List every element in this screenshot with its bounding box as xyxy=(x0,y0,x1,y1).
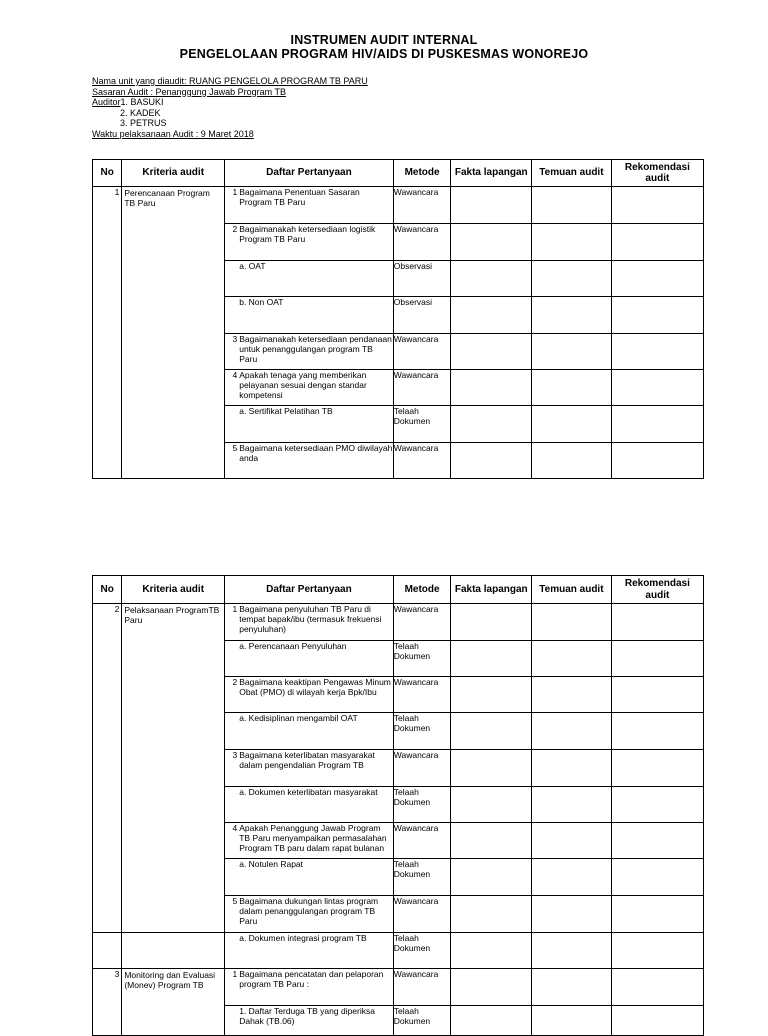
rekomendasi-cell[interactable] xyxy=(611,297,703,334)
temuan-cell[interactable] xyxy=(532,969,612,1006)
fakta-cell[interactable] xyxy=(451,443,532,479)
rekomendasi-cell[interactable] xyxy=(611,713,703,750)
header-no: No xyxy=(93,576,122,604)
fakta-cell[interactable] xyxy=(451,787,532,823)
header-kriteria: Kriteria audit xyxy=(122,576,225,604)
question-text: Apakah Penanggung Jawab Program TB Paru menyampaikan permasalahan Program TB paru dalam rapat bulanan xyxy=(239,823,393,859)
metode-cell: Wawancara xyxy=(393,443,451,479)
temuan-cell[interactable] xyxy=(532,370,612,406)
section-kriteria: Pelaksanaan ProgramTB Paru xyxy=(122,604,225,933)
fakta-cell[interactable] xyxy=(451,334,532,370)
question-text: Bagaimana dukungan lintas program dalam penanggulangan program TB Paru xyxy=(239,896,393,933)
fakta-cell[interactable] xyxy=(451,370,532,406)
question-text: Bagaimanakah ketersediaan pendanaan untuk penanggulangan program TB Paru xyxy=(239,334,393,370)
rekomendasi-cell[interactable] xyxy=(611,261,703,297)
question-text: Bagaimanakah ketersediaan logistik Program TB Paru xyxy=(239,224,393,261)
temuan-cell[interactable] xyxy=(532,297,612,334)
rekomendasi-cell[interactable] xyxy=(611,224,703,261)
fakta-cell[interactable] xyxy=(451,896,532,933)
question-no: 4 xyxy=(225,370,240,406)
rekomendasi-cell[interactable] xyxy=(611,787,703,823)
question-no xyxy=(225,859,240,896)
metode-cell: Wawancara xyxy=(393,224,451,261)
question-no: 1 xyxy=(225,604,240,641)
table-header-row xyxy=(93,576,704,604)
metode-cell: Wawancara xyxy=(393,370,451,406)
question-no: 1 xyxy=(225,969,240,1006)
metode-cell: Wawancara xyxy=(393,334,451,370)
fakta-cell[interactable] xyxy=(451,641,532,677)
question-no: 3 xyxy=(225,750,240,787)
metode-cell: Telaah Dokumen xyxy=(393,787,451,823)
question-text: a. Dokumen integrasi program TB xyxy=(239,933,393,969)
section-no-empty xyxy=(93,933,122,969)
table-row xyxy=(93,187,704,224)
auditor-1: 1. BASUKI xyxy=(120,97,164,107)
metode-cell: Wawancara xyxy=(393,750,451,787)
fakta-cell[interactable] xyxy=(451,713,532,750)
question-no: 2 xyxy=(225,224,240,261)
audit-table-1 xyxy=(92,159,704,479)
header-temuan: Temuan audit xyxy=(532,576,612,604)
header-kriteria: Kriteria audit xyxy=(122,160,225,187)
question-no: 5 xyxy=(225,896,240,933)
fakta-cell[interactable] xyxy=(451,224,532,261)
auditor-2: 2. KADEK xyxy=(120,107,161,118)
fakta-cell[interactable] xyxy=(451,969,532,1006)
question-text: a. Dokumen keterlibatan masyarakat xyxy=(239,787,393,823)
section-no: 2 xyxy=(93,604,122,933)
question-no: 2 xyxy=(225,677,240,713)
metode-cell: Wawancara xyxy=(393,896,451,933)
temuan-cell[interactable] xyxy=(532,859,612,896)
question-text: Bagaimana keterlibatan masyarakat dalam pengendalian Program TB xyxy=(239,750,393,787)
rekomendasi-cell[interactable] xyxy=(611,187,703,224)
fakta-cell[interactable] xyxy=(451,261,532,297)
rekomendasi-cell[interactable] xyxy=(611,334,703,370)
question-text: Bagaimana ketersediaan PMO diwilayah anda xyxy=(239,443,393,479)
question-text: Bagaimana Penentuan Sasaran Program TB Paru xyxy=(239,187,393,224)
question-text: a. Sertifikat Pelatihan TB xyxy=(239,406,393,443)
fakta-cell[interactable] xyxy=(451,823,532,859)
rekomendasi-cell[interactable] xyxy=(611,1006,703,1036)
question-no xyxy=(225,1006,240,1036)
fakta-cell[interactable] xyxy=(451,677,532,713)
metode-cell: Observasi xyxy=(393,297,451,334)
metode-cell: Telaah Dokumen xyxy=(393,713,451,750)
header-daftar: Daftar Pertanyaan xyxy=(225,160,394,187)
temuan-cell[interactable] xyxy=(532,1006,612,1036)
metode-cell: Observasi xyxy=(393,261,451,297)
temuan-cell[interactable] xyxy=(532,896,612,933)
temuan-cell[interactable] xyxy=(532,443,612,479)
rekomendasi-cell[interactable] xyxy=(611,443,703,479)
question-no xyxy=(225,933,240,969)
fakta-cell[interactable] xyxy=(451,1006,532,1036)
table-header-row xyxy=(93,160,704,187)
temuan-cell[interactable] xyxy=(532,713,612,750)
question-no xyxy=(225,641,240,677)
temuan-cell[interactable] xyxy=(532,677,612,713)
metode-cell: Wawancara xyxy=(393,969,451,1006)
unit-line: Nama unit yang diaudit: RUANG PENGELOLA PROGRAM TB PARU xyxy=(92,76,368,86)
header-daftar: Daftar Pertanyaan xyxy=(225,576,394,604)
rekomendasi-cell[interactable] xyxy=(611,641,703,677)
auditor-line xyxy=(92,97,368,108)
auditor-label: Auditor xyxy=(92,97,121,107)
section-kriteria: Perencanaan Program TB Paru xyxy=(122,187,225,479)
question-text: b. Non OAT xyxy=(239,297,393,334)
waktu-line: Waktu pelaksanaan Audit : 9 Maret 2018 xyxy=(92,128,254,139)
metode-cell: Telaah Dokumen xyxy=(393,641,451,677)
table-row xyxy=(93,933,704,969)
sasaran-line: Sasaran Audit : Penanggung Jawab Program TB xyxy=(92,86,286,97)
table-row xyxy=(93,604,704,641)
rekomendasi-cell[interactable] xyxy=(611,677,703,713)
fakta-cell[interactable] xyxy=(451,604,532,641)
metode-cell: Telaah Dokumen xyxy=(393,859,451,896)
rekomendasi-cell[interactable] xyxy=(611,370,703,406)
header-metode: Metode xyxy=(393,160,451,187)
fakta-cell[interactable] xyxy=(451,187,532,224)
audit-table-2 xyxy=(92,575,704,1036)
temuan-cell[interactable] xyxy=(532,750,612,787)
rekomendasi-cell[interactable] xyxy=(611,896,703,933)
rekomendasi-cell[interactable] xyxy=(611,859,703,896)
header-no: No xyxy=(93,160,122,187)
temuan-cell[interactable] xyxy=(532,406,612,443)
fakta-cell[interactable] xyxy=(451,933,532,969)
metode-cell: Wawancara xyxy=(393,677,451,713)
document-title-line2: PENGELOLAAN PROGRAM HIV/AIDS DI PUSKESMAS WONOREJO xyxy=(179,47,589,61)
section-no: 3 xyxy=(93,969,122,1036)
document-title-line1: INSTRUMEN AUDIT INTERNAL xyxy=(290,33,478,47)
question-text: a. Kedisiplinan mengambil OAT xyxy=(239,713,393,750)
question-no: 4 xyxy=(225,823,240,859)
header-temuan: Temuan audit xyxy=(532,160,612,187)
question-text: a. Perencanaan Penyuluhan xyxy=(239,641,393,677)
rekomendasi-cell[interactable] xyxy=(611,406,703,443)
header-fakta: Fakta lapangan xyxy=(451,160,532,187)
question-no xyxy=(225,713,240,750)
temuan-cell[interactable] xyxy=(532,224,612,261)
section-kriteria: Monitoring dan Evaluasi (Monev) Program TB xyxy=(122,969,225,1036)
metode-cell: Wawancara xyxy=(393,823,451,859)
temuan-cell[interactable] xyxy=(532,933,612,969)
question-text: Bagaimana keaktipan Pengawas Minum Obat (PMO) di wilayah kerja Bpk/Ibu xyxy=(239,677,393,713)
rekomendasi-cell[interactable] xyxy=(611,823,703,859)
temuan-cell[interactable] xyxy=(532,604,612,641)
question-no: 3 xyxy=(225,334,240,370)
header-fakta: Fakta lapangan xyxy=(451,576,532,604)
question-text: Bagaimana pencatatan dan pelaporan program TB Paru : xyxy=(239,969,393,1006)
header-rekomendasi: Rekomendasi audit xyxy=(611,576,703,604)
temuan-cell[interactable] xyxy=(532,261,612,297)
question-no xyxy=(225,261,240,297)
metode-cell: Wawancara xyxy=(393,604,451,641)
rekomendasi-cell[interactable] xyxy=(611,933,703,969)
fakta-cell[interactable] xyxy=(451,297,532,334)
header-metode: Metode xyxy=(393,576,451,604)
question-no xyxy=(225,297,240,334)
auditor-3: 3. PETRUS xyxy=(120,118,167,128)
table-row xyxy=(93,969,704,1006)
question-no: 5 xyxy=(225,443,240,479)
section-kriteria-empty xyxy=(122,933,225,969)
question-text: Bagaimana penyuluhan TB Paru di tempat bapak/ibu (termasuk frekuensi penyuluhan) xyxy=(239,604,393,641)
fakta-cell[interactable] xyxy=(451,859,532,896)
temuan-cell[interactable] xyxy=(532,641,612,677)
rekomendasi-cell[interactable] xyxy=(611,969,703,1006)
question-no xyxy=(225,787,240,823)
temuan-cell[interactable] xyxy=(532,823,612,859)
question-no xyxy=(225,406,240,443)
temuan-cell[interactable] xyxy=(532,334,612,370)
metode-cell: Telaah Dokumen xyxy=(393,406,451,443)
rekomendasi-cell[interactable] xyxy=(611,750,703,787)
fakta-cell[interactable] xyxy=(451,750,532,787)
audit-meta xyxy=(92,76,368,139)
temuan-cell[interactable] xyxy=(532,187,612,224)
question-text: 1. Daftar Terduga TB yang diperiksa Dahak (TB.06) xyxy=(239,1006,393,1036)
metode-cell: Wawancara xyxy=(393,187,451,224)
question-no: 1 xyxy=(225,187,240,224)
question-text: a. Notulen Rapat xyxy=(239,859,393,896)
fakta-cell[interactable] xyxy=(451,406,532,443)
metode-cell: Telaah Dokumen xyxy=(393,1006,451,1036)
section-no: 1 xyxy=(93,187,122,479)
question-text: a. OAT xyxy=(239,261,393,297)
temuan-cell[interactable] xyxy=(532,787,612,823)
question-text: Apakah tenaga yang memberikan pelayanan sesuai dengan standar kompetensi xyxy=(239,370,393,406)
metode-cell: Telaah Dokumen xyxy=(393,933,451,969)
header-rekomendasi: Rekomendasi audit xyxy=(611,160,703,187)
rekomendasi-cell[interactable] xyxy=(611,604,703,641)
